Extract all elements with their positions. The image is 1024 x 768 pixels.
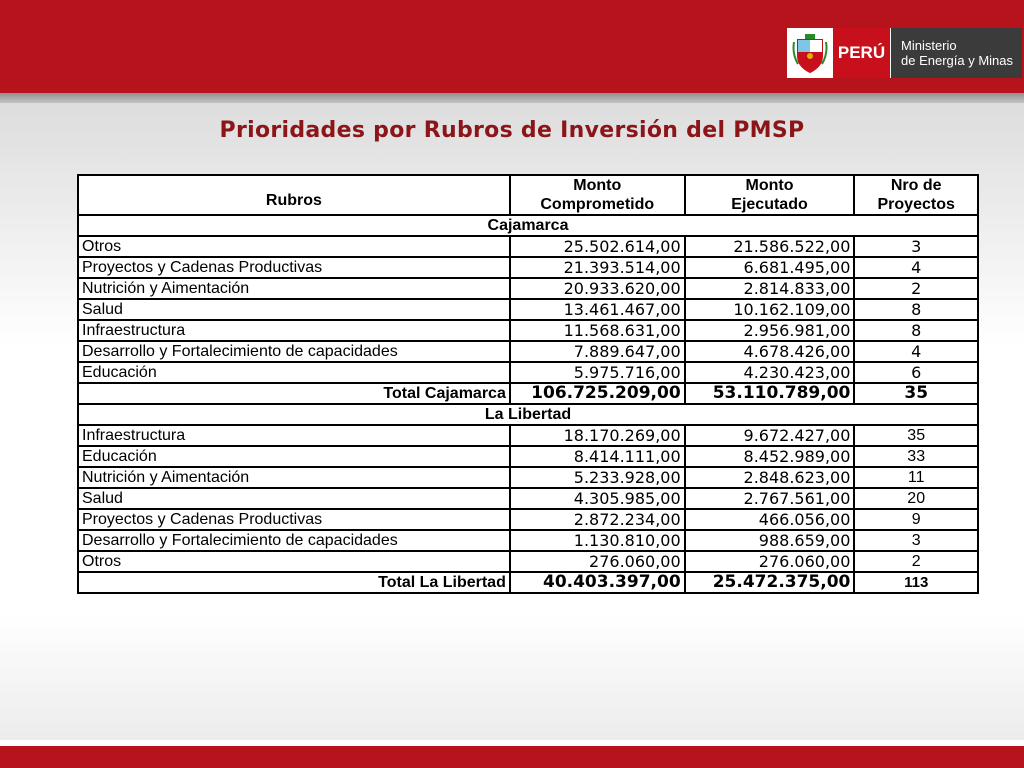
cell-ejecutado: 2.814.833,00	[685, 278, 855, 299]
cell-ejecutado: 2.956.981,00	[685, 320, 855, 341]
cell-ejecutado: 2.848.623,00	[685, 467, 855, 488]
header-ejecutado-line2: Ejecutado	[731, 196, 808, 213]
cell-rubro: Salud	[78, 488, 510, 509]
ministry-logo	[787, 28, 1022, 78]
cell-rubro: Salud	[78, 299, 510, 320]
table-row	[78, 509, 978, 530]
banner-shadow	[0, 93, 1024, 103]
total-comprometido: 106.725.209,00	[510, 383, 685, 404]
total-ejecutado: 53.110.789,00	[685, 383, 855, 404]
cell-rubro: Nutrición y Aimentación	[78, 467, 510, 488]
region-name: Cajamarca	[78, 215, 978, 236]
cell-rubro: Proyectos y Cadenas Productivas	[78, 257, 510, 278]
cell-comprometido: 13.461.467,00	[510, 299, 685, 320]
cell-comprometido: 11.568.631,00	[510, 320, 685, 341]
region-row	[78, 215, 978, 236]
region-name: La Libertad	[78, 404, 978, 425]
cell-ejecutado: 21.586.522,00	[685, 236, 855, 257]
table-row	[78, 551, 978, 572]
cell-proyectos: 3	[854, 530, 978, 551]
table-row	[78, 488, 978, 509]
cell-rubro: Desarrollo y Fortalecimiento de capacidades	[78, 530, 510, 551]
total-ejecutado: 25.472.375,00	[685, 572, 855, 593]
total-proyectos: 35	[854, 383, 978, 404]
table-row	[78, 257, 978, 278]
total-row	[78, 572, 978, 593]
cell-rubro: Proyectos y Cadenas Productivas	[78, 509, 510, 530]
cell-rubro: Otros	[78, 236, 510, 257]
total-row	[78, 383, 978, 404]
peru-coat-of-arms-icon	[787, 28, 833, 78]
cell-rubro: Educación	[78, 446, 510, 467]
cell-rubro: Infraestructura	[78, 425, 510, 446]
cell-proyectos: 20	[854, 488, 978, 509]
cell-proyectos: 35	[854, 425, 978, 446]
table-row	[78, 320, 978, 341]
table-row	[78, 425, 978, 446]
table-row	[78, 362, 978, 383]
total-proyectos: 113	[854, 572, 978, 593]
cell-ejecutado: 4.678.426,00	[685, 341, 855, 362]
cell-ejecutado: 276.060,00	[685, 551, 855, 572]
bottom-banner	[0, 746, 1024, 768]
table-row	[78, 467, 978, 488]
total-label: Total Cajamarca	[78, 383, 510, 404]
cell-proyectos: 6	[854, 362, 978, 383]
table-header-row	[78, 175, 978, 215]
cell-comprometido: 7.889.647,00	[510, 341, 685, 362]
logo-ministry-line2: de Energía y Minas	[901, 53, 1014, 68]
cell-proyectos: 9	[854, 509, 978, 530]
cell-ejecutado: 466.056,00	[685, 509, 855, 530]
table-row	[78, 530, 978, 551]
cell-comprometido: 21.393.514,00	[510, 257, 685, 278]
cell-ejecutado: 9.672.427,00	[685, 425, 855, 446]
cell-proyectos: 8	[854, 320, 978, 341]
investment-table	[77, 174, 979, 594]
header-monto-ejecutado	[685, 175, 855, 215]
cell-ejecutado: 6.681.495,00	[685, 257, 855, 278]
table-row	[78, 236, 978, 257]
table-row	[78, 299, 978, 320]
cell-proyectos: 11	[854, 467, 978, 488]
cell-ejecutado: 2.767.561,00	[685, 488, 855, 509]
cell-comprometido: 276.060,00	[510, 551, 685, 572]
cell-ejecutado: 988.659,00	[685, 530, 855, 551]
total-comprometido: 40.403.397,00	[510, 572, 685, 593]
cell-comprometido: 20.933.620,00	[510, 278, 685, 299]
cell-rubro: Desarrollo y Fortalecimiento de capacidades	[78, 341, 510, 362]
header-comprometido-line1: Monto	[573, 177, 622, 194]
header-ejecutado-line1: Monto	[745, 177, 794, 194]
table-row	[78, 278, 978, 299]
header-nro-proyectos	[854, 175, 978, 215]
cell-ejecutado: 10.162.109,00	[685, 299, 855, 320]
cell-comprometido: 2.872.234,00	[510, 509, 685, 530]
header-comprometido-line2: Comprometido	[540, 196, 655, 213]
cell-proyectos: 8	[854, 299, 978, 320]
logo-ministry-line1: Ministerio	[901, 38, 957, 53]
cell-proyectos: 33	[854, 446, 978, 467]
region-row	[78, 404, 978, 425]
header-proyectos-line1: Nro de	[890, 177, 942, 194]
header-proyectos-line2: Proyectos	[877, 196, 955, 213]
cell-rubro: Infraestructura	[78, 320, 510, 341]
cell-proyectos: 2	[854, 551, 978, 572]
cell-comprometido: 5.233.928,00	[510, 467, 685, 488]
cell-proyectos: 2	[854, 278, 978, 299]
cell-proyectos: 4	[854, 341, 978, 362]
page-title: Prioridades por Rubros de Inversión del PMSP	[219, 118, 805, 143]
cell-comprometido: 25.502.614,00	[510, 236, 685, 257]
cell-comprometido: 8.414.111,00	[510, 446, 685, 467]
header-monto-comprometido	[510, 175, 685, 215]
logo-ministry-name	[891, 28, 1022, 78]
cell-comprometido: 18.170.269,00	[510, 425, 685, 446]
cell-comprometido: 5.975.716,00	[510, 362, 685, 383]
cell-proyectos: 4	[854, 257, 978, 278]
cell-comprometido: 4.305.985,00	[510, 488, 685, 509]
cell-ejecutado: 4.230.423,00	[685, 362, 855, 383]
cell-rubro: Otros	[78, 551, 510, 572]
total-label: Total La Libertad	[78, 572, 510, 593]
cell-proyectos: 3	[854, 236, 978, 257]
header-rubros: Rubros	[78, 175, 510, 215]
cell-ejecutado: 8.452.989,00	[685, 446, 855, 467]
cell-rubro: Nutrición y Aimentación	[78, 278, 510, 299]
table-row	[78, 446, 978, 467]
logo-country-label: PERÚ	[833, 28, 891, 78]
table-row	[78, 341, 978, 362]
cell-rubro: Educación	[78, 362, 510, 383]
cell-comprometido: 1.130.810,00	[510, 530, 685, 551]
